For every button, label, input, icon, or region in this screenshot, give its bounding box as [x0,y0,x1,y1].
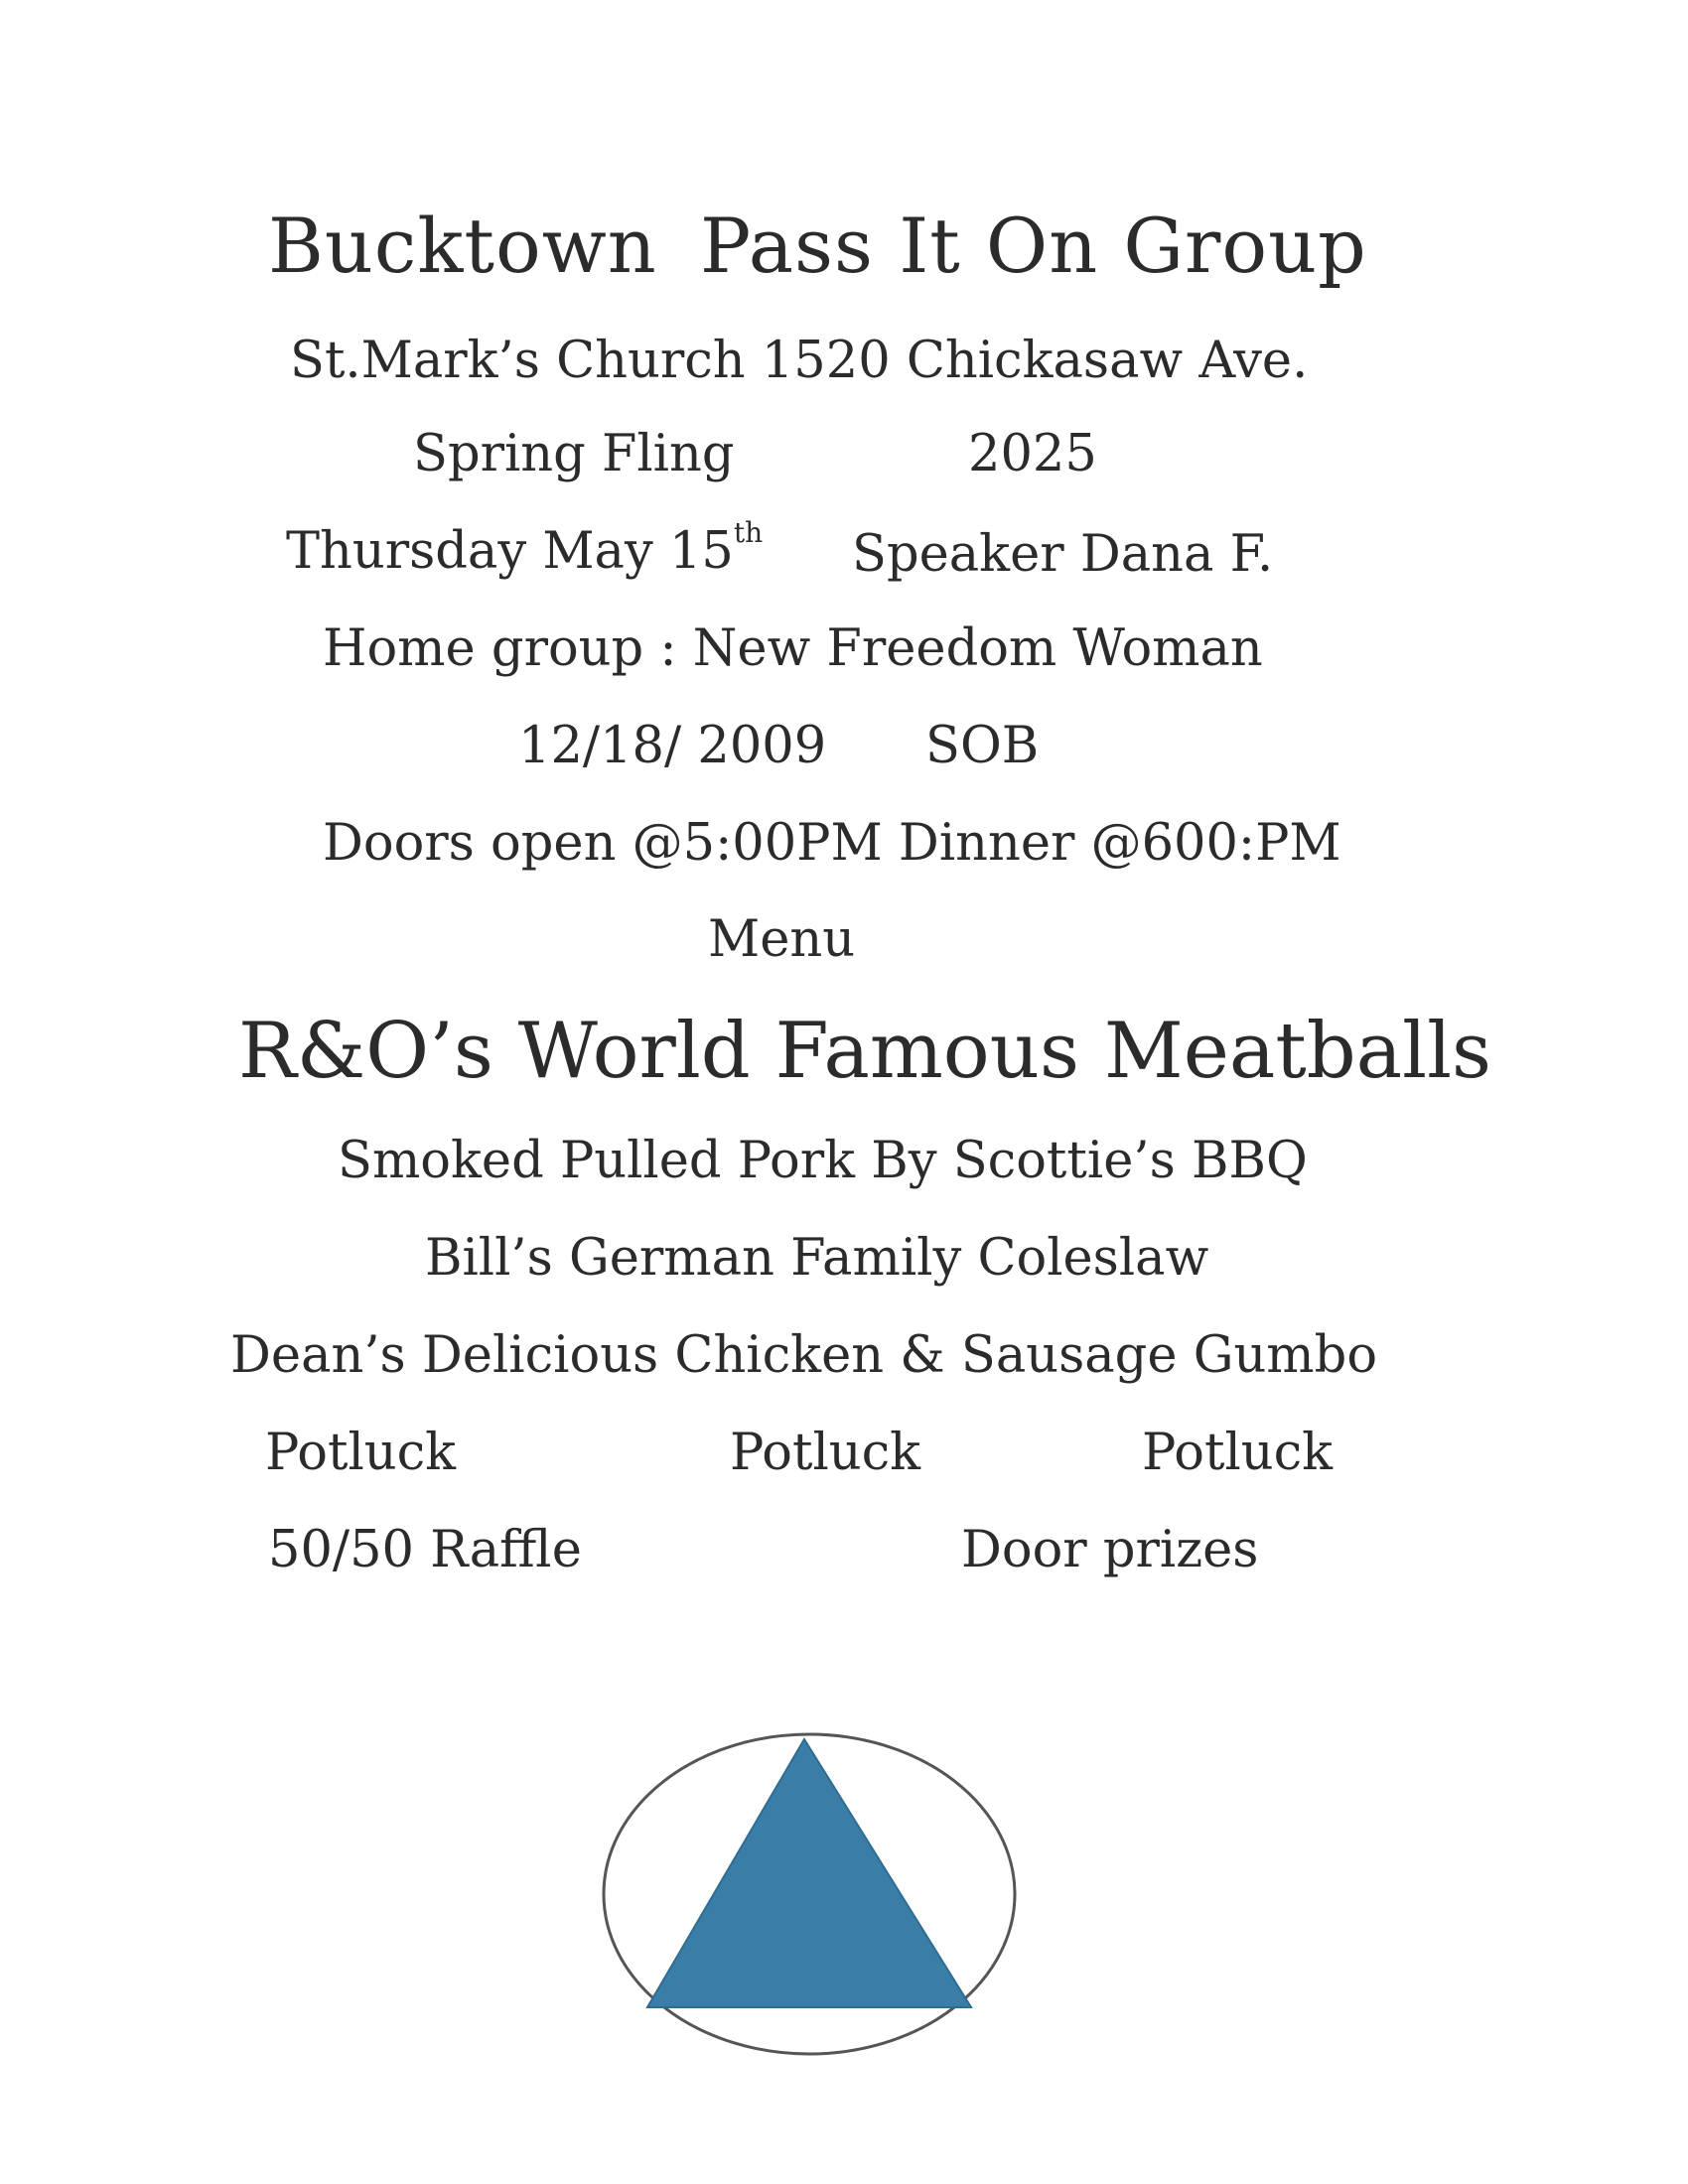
event-date-day: Thursday May 15 [286,522,734,581]
menu-item-pulled-pork: Smoked Pulled Pork By Scottie’s BBQ [338,1132,1308,1190]
door-prizes: Door prizes [961,1521,1259,1579]
menu-heading: Menu [708,910,856,969]
featured-dish: R&O’s World Famous Meatballs [238,1007,1492,1096]
home-group: Home group : New Freedom Woman [323,619,1263,678]
group-name-right: Pass It On Group [700,202,1367,290]
event-year: 2025 [968,425,1097,483]
venue-address: St.Mark’s Church 1520 Chickasaw Ave. [290,332,1309,390]
aa-circle-triangle-icon [596,1725,1033,2063]
sobriety-label: SOB [925,717,1040,775]
event-date [286,516,764,581]
speaker-name: Speaker Dana F. [852,525,1274,584]
potluck-left: Potluck [265,1424,457,1482]
event-times: Doors open @5:00PM Dinner @600:PM [323,814,1341,873]
event-date-suffix: th [733,516,764,549]
sobriety-date: 12/18/ 2009 [518,717,827,775]
potluck-center: Potluck [730,1424,921,1482]
group-name-left: Bucktown [268,202,657,290]
raffle: 50/50 Raffle [268,1521,582,1579]
logo-triangle [647,1739,971,2007]
potluck-right: Potluck [1142,1424,1334,1482]
menu-item-gumbo: Dean’s Delicious Chicken & Sausage Gumbo [230,1326,1378,1385]
menu-item-coleslaw: Bill’s German Family Coleslaw [425,1229,1209,1288]
event-name: Spring Fling [413,425,735,483]
